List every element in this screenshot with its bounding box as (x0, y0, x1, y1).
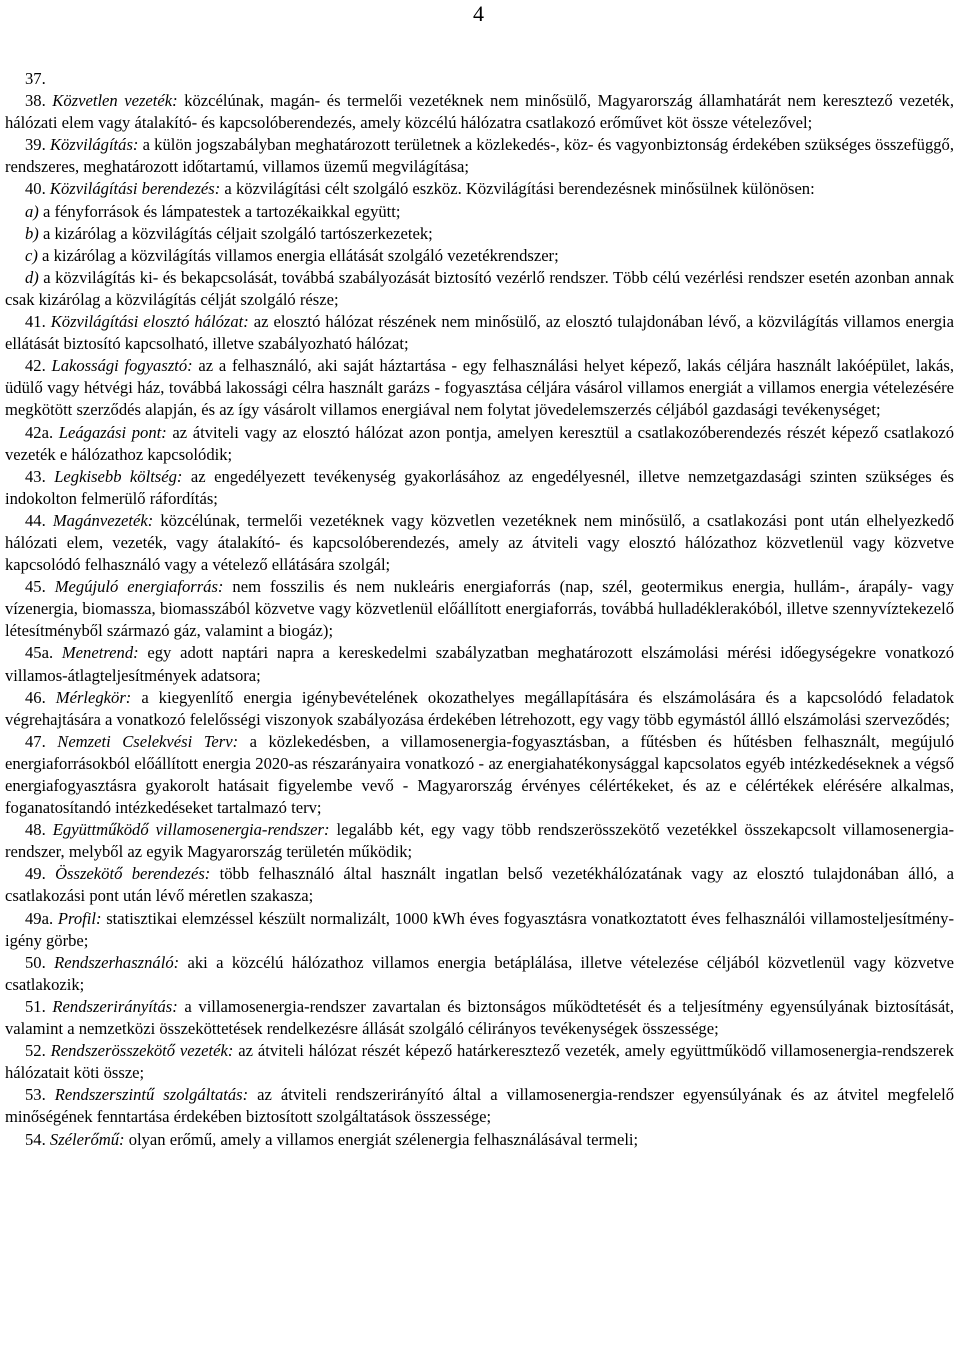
definition-text: a közlekedésben, a villamosenergia-fogyasztásban, a fűtésben és hűtésben felhasznált, megújuló energiaforrásokból előállított energia 2020-as részarányaira vonatkozó - az energiahatékonysággal kapcsolatos egyéb intézkedéseknek a végső energiafogyasztásra gyakorolt hatásait figyelembe vevő - Magyarország érvényes célértékeket, és az e célértékek elérésére alkalmas, foganatosítandó intézkedéseket tartalmazó terv; (5, 731, 954, 818)
definition-paragraph (5, 1129, 954, 1151)
paragraph-number: 49. (25, 864, 46, 884)
paragraph-number: 38. (25, 91, 46, 111)
definition-paragraph (5, 863, 954, 907)
paragraph-number: 44. (25, 510, 46, 530)
paragraph-number: d) (25, 267, 39, 287)
definition-text: közcélúnak, magán- és termelői vezetéknek nem minősülő, Magyarország államhatárát nem keresztező vezeték, hálózati elem vagy átalakító- és kapcsolóberendezés, amely közcélú hálózatra csatlakozó erőművet köt össze vételezővel; (5, 91, 954, 133)
page-number: 4 (473, 1, 484, 26)
defined-term: Közvilágítási elosztó hálózat: (50, 312, 249, 332)
definition-paragraph (5, 267, 954, 311)
definition-text: egy adott naptári napra a kereskedelmi szabályzatban meghatározott elszámolási mérési időegységekre vonatkozó villamos-átlagteljesítmények adatsora; (5, 643, 955, 685)
definition-text: a villamosenergia-rendszer zavartalan és biztonságos működtetését és a teljesítmény egyensúlyának biztosítását, valamint a nemzetközi összeköttetések rendelkezésre állását szolgáló célirányos tevékenységek összessége; (5, 996, 954, 1039)
definition-text: a közvilágítási célt szolgáló eszköz. Közvilágítási berendezésnek minősülnek különösen: (220, 179, 815, 199)
defined-term: Közvilágítás: (49, 135, 139, 155)
definition-text: statisztikai elemzéssel készült normalizált, 1000 kWh éves fogyasztásra vonatkoztatott éves felhasználói villamosteljesítmény-igény görbe; (5, 908, 954, 950)
definition-text: a külön jogszabályban meghatározott területnek a közlekedés-, köz- és vagyonbiztonság érdekében szükséges összefüggő, rendszeres, meghatározott időtartamú, villamos üzemű megvilágítása; (5, 135, 954, 177)
defined-term: Megújuló energiaforrás: (54, 577, 224, 597)
definition-paragraph (5, 731, 954, 819)
definition-paragraph (5, 245, 954, 267)
definition-paragraph (5, 355, 954, 421)
definition-text: az átviteli vagy az elosztó hálózat azon pontja, amelyen keresztül a csatlakozóberendezés részét képező csatlakozó vezeték e hálózathoz kapcsolódik; (5, 422, 955, 464)
definition-text: nem fosszilis és nem nukleáris energiaforrás (nap, szél, geotermikus energia, hullám-, árapály- vagy vízenergia, biomassza, biomasszából közvetve vagy közvetlenül előállított energiaforrás, továbbá hulladéklerakóból, illetve szennyvíztekezelő létesítményből származó gáz, valamint a biogáz); (5, 577, 954, 641)
definition-paragraph (5, 908, 954, 952)
defined-term: Menetrend: (61, 643, 139, 663)
paragraph-number: 48. (25, 820, 46, 840)
paragraph-number: 51. (25, 996, 46, 1016)
paragraph-number: 50. (25, 952, 46, 972)
paragraph-number: 52. (25, 1041, 46, 1061)
defined-term: Közvetlen vezeték: (52, 91, 178, 111)
defined-term: Rendszerösszekötő vezeték: (50, 1041, 234, 1061)
defined-term: Szélerőmű: (49, 1129, 125, 1149)
defined-term: Rendszerirányítás: (52, 996, 178, 1016)
defined-term: Nemzeti Cselekvési Terv: (57, 731, 239, 751)
definition-text: olyan erőmű, amely a villamos energiát szélenergia felhasználásával termeli; (124, 1129, 639, 1149)
paragraph-number: 53. (25, 1085, 46, 1105)
definition-text: az átviteli hálózat részét képező határkeresztező vezeték, amely együttműködő villamosenergia-rendszerek hálózatait köti össze; (5, 1041, 954, 1083)
defined-term: Leágazási pont: (58, 422, 167, 442)
defined-term: Legkisebb költség: (54, 466, 183, 486)
definition-paragraph (5, 642, 954, 686)
definition-text: a fényforrások és lámpatestek a tartozékaikkal együtt; (38, 201, 401, 221)
defined-term: Rendszerszintű szolgáltatás: (54, 1085, 249, 1105)
definition-text: a kiegyenlítő energia igénybevételének okozathelyes megállapítására és elszámolására és a kapcsolódó feladatok végrehajtására a vonatkozó felelősségi viszonyok szabályozása érdekében létrehozott, egy vagy több egymástól állló elszámolási szerveződés; (5, 687, 954, 729)
definition-paragraph (5, 201, 954, 223)
definition-paragraph (5, 576, 954, 642)
defined-term: Profil: (57, 908, 102, 928)
paragraph-number: 37. (25, 69, 46, 88)
paragraph-number: 46. (25, 687, 46, 707)
paragraph-number: 40. (25, 179, 46, 199)
definition-paragraph (5, 90, 954, 134)
definition-paragraph (5, 466, 954, 510)
definition-paragraph (5, 223, 954, 245)
paragraph-number: 43. (25, 466, 46, 486)
definition-paragraph (5, 510, 954, 576)
definition-paragraph (5, 178, 954, 200)
defined-term: Összekötő berendezés: (55, 864, 211, 884)
definition-text: a kizárólag a közvilágítás céljait szolgáló tartószerkezetek; (38, 223, 433, 243)
defined-term: Lakossági fogyasztó: (51, 356, 193, 376)
definition-paragraph (5, 311, 954, 355)
paragraph-number: 47. (25, 731, 46, 751)
paragraph-number: 45. (25, 577, 46, 597)
definition-paragraph (5, 1040, 954, 1084)
paragraph-number: 54. (25, 1129, 46, 1149)
definition-text: az elosztó hálózat részének nem minősülő, az elosztó tulajdonában lévő, a közvilágítás villamos energia ellátását biztosító kapcsolható, illetve szabályozható hálózat; (5, 312, 954, 354)
definition-text: a közvilágítás ki- és bekapcsolását, továbbá szabályozását biztosító vezérlő rendszer. Több célú vezérlési rendszer esetén azonban annak csak kizárólag a közvilágítás célját szolgáló része; (5, 267, 954, 309)
paragraph-number: 45a. (25, 643, 54, 663)
defined-term: Együttműködő villamosenergia-rendszer: (52, 820, 330, 840)
definition-paragraph (5, 687, 954, 731)
defined-term: Rendszerhasználó: (54, 952, 180, 972)
definition-text: az a felhasználó, aki saját háztartása - egy felhasználási helyet képező, lakás céljára használt lakóépület, lakás, üdülő vagy hétvégi ház, továbbá lakossági célra használt garázs - fogyasztása céljára vásárol villamos energiát a villamos energia vételezésére megkötött szerződés alapján, és az így vásárolt villamos energiával nem folytat jövedelemszerzés céljából gazdasági tevékenységet; (5, 356, 954, 420)
definition-text: legalább két, egy vagy több rendszerösszekötő vezetékkel összekapcsolt villamosenergia-rendszer, melyből az egyik Magyarország területén működik; (5, 820, 954, 862)
paragraph-number: 42a. (25, 422, 54, 442)
definition-text: a kizárólag a közvilágítás villamos energia ellátását szolgáló vezetékrendszer; (37, 245, 559, 265)
definition-text: az engedélyezett tevékenység gyakorlásához az engedélyesnél, illetve nemzetgazdasági szinten szükséges és indokolton felmerülő ráfordítás; (5, 466, 954, 508)
paragraph-number: 41. (25, 312, 46, 332)
definition-paragraph (5, 134, 954, 178)
definition-paragraph (5, 952, 954, 996)
definition-text: az átviteli rendszerirányító által a villamosenergia-rendszer egyensúlyának és az átvitel megfelelő minőségének fenntartása érdekében biztosított szolgáltatások összessége; (5, 1085, 954, 1127)
defined-term: Magánvezeték: (52, 510, 154, 530)
definition-text: közcélúnak, termelői vezetéknek vagy közvetlen vezetéknek nem minősülő, a csatlakozási pont után elhelyezkedő hálózati elem, vezeték, vagy átalakító- és kapcsolóberendezés, amely az átviteli vagy elosztó hálózathoz közvetlenül vagy közvetve kapcsolódó felhasználó vagy a vételező ellátására szolgál; (5, 510, 954, 575)
paragraph-number: b) (25, 223, 39, 243)
defined-term: Közvilágítási berendezés: (49, 179, 221, 199)
paragraph-number: 49a. (25, 908, 54, 928)
definition-paragraph (5, 819, 954, 863)
paragraph-number: a) (25, 201, 39, 221)
paragraph-number: 39. (25, 135, 46, 155)
document-body (5, 68, 954, 1151)
definition-text: több felhasználó által használt ingatlan belső vezetékhálózatának vagy az elosztó tulajdonában álló, a csatlakozási pont után lévő méretlen szakasza; (5, 864, 954, 906)
defined-term: Mérlegkör: (55, 687, 132, 707)
definition-paragraph (5, 68, 954, 90)
paragraph-number: c) (25, 245, 38, 265)
definition-text: aki a közcélú hálózathoz villamos energia betáplálása, illetve vételezése céljából közvetlenül vagy közvetve csatlakozik; (5, 952, 954, 994)
definition-paragraph (5, 996, 954, 1040)
definition-paragraph (5, 1084, 954, 1128)
paragraph-number: 42. (25, 356, 46, 376)
definition-paragraph (5, 422, 954, 466)
